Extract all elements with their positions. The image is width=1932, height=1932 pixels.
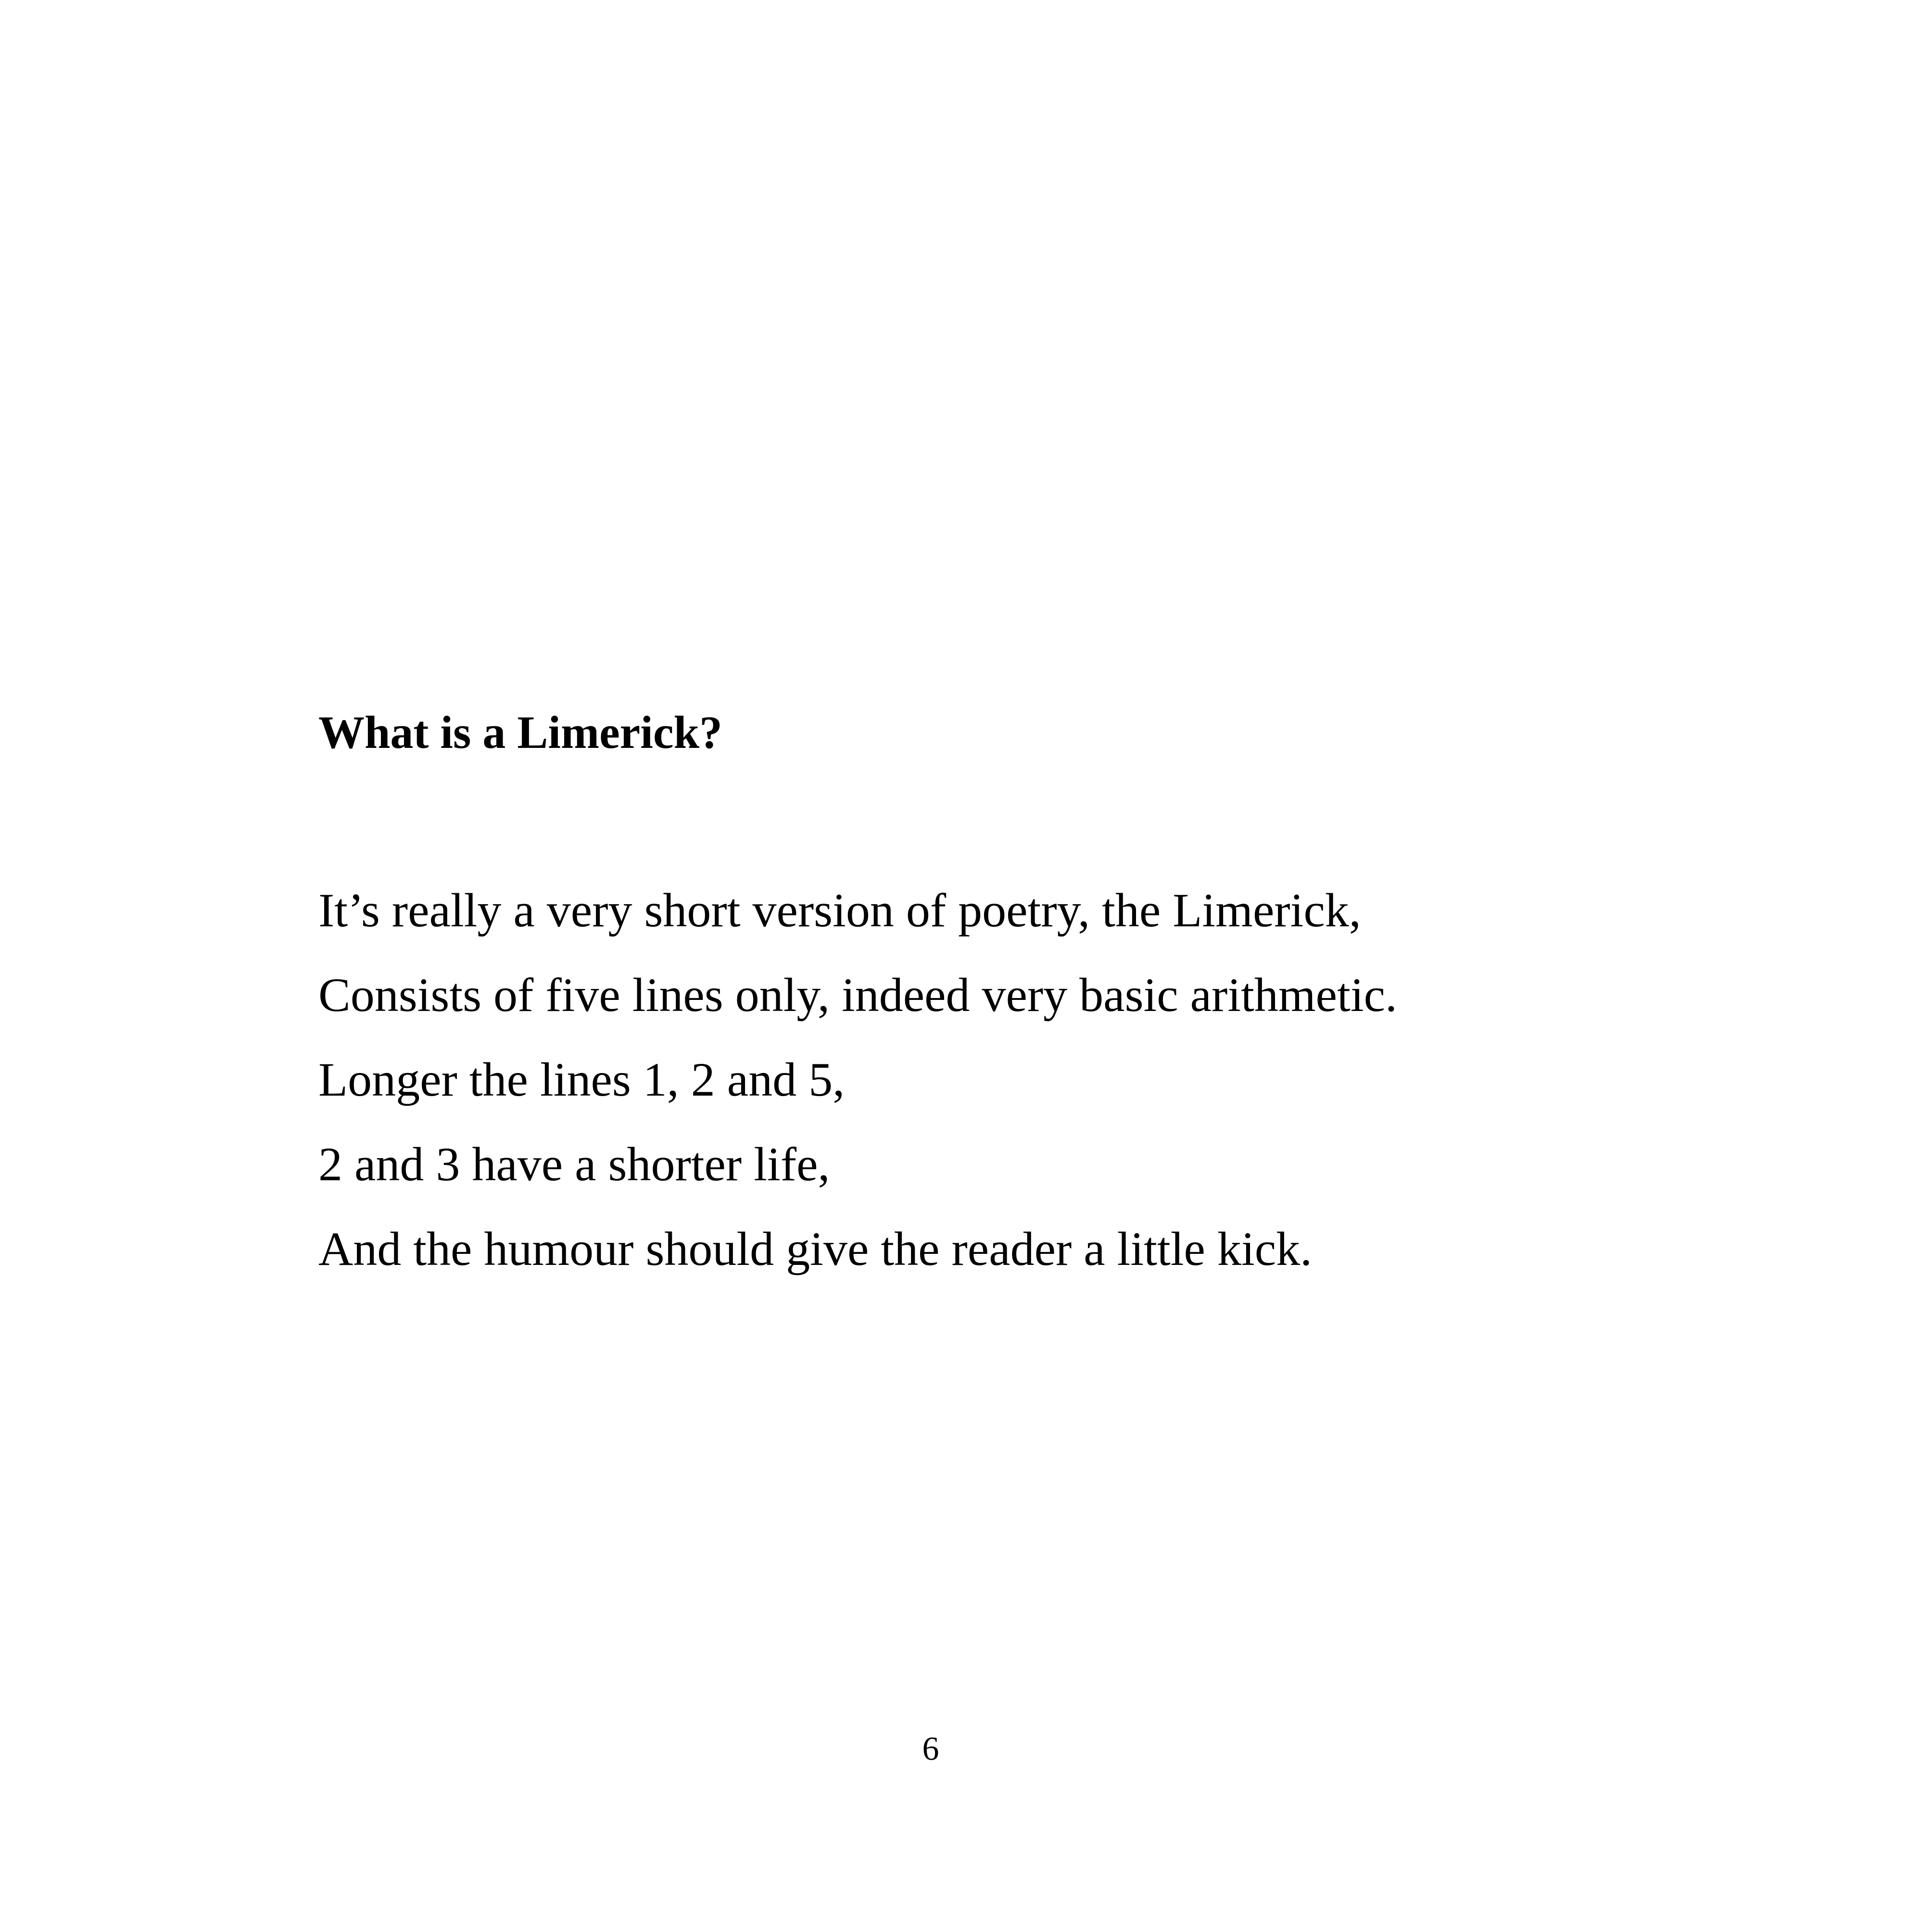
page-number: 6 (922, 1730, 939, 1768)
limerick-poem (318, 868, 1397, 1291)
poem-line-4: 2 and 3 have a shorter life, (318, 1137, 830, 1191)
poem-line-5: And the humour should give the reader a little kick. (318, 1222, 1313, 1275)
poem-line-1: It’s really a very short version of poetry, the Limerick, (318, 884, 1361, 937)
poem-line-3: Longer the lines 1, 2 and 5, (318, 1053, 845, 1106)
poem-line-2: Consists of five lines only, indeed very basic arithmetic. (318, 968, 1398, 1022)
page-heading: What is a Limerick? (318, 707, 722, 758)
